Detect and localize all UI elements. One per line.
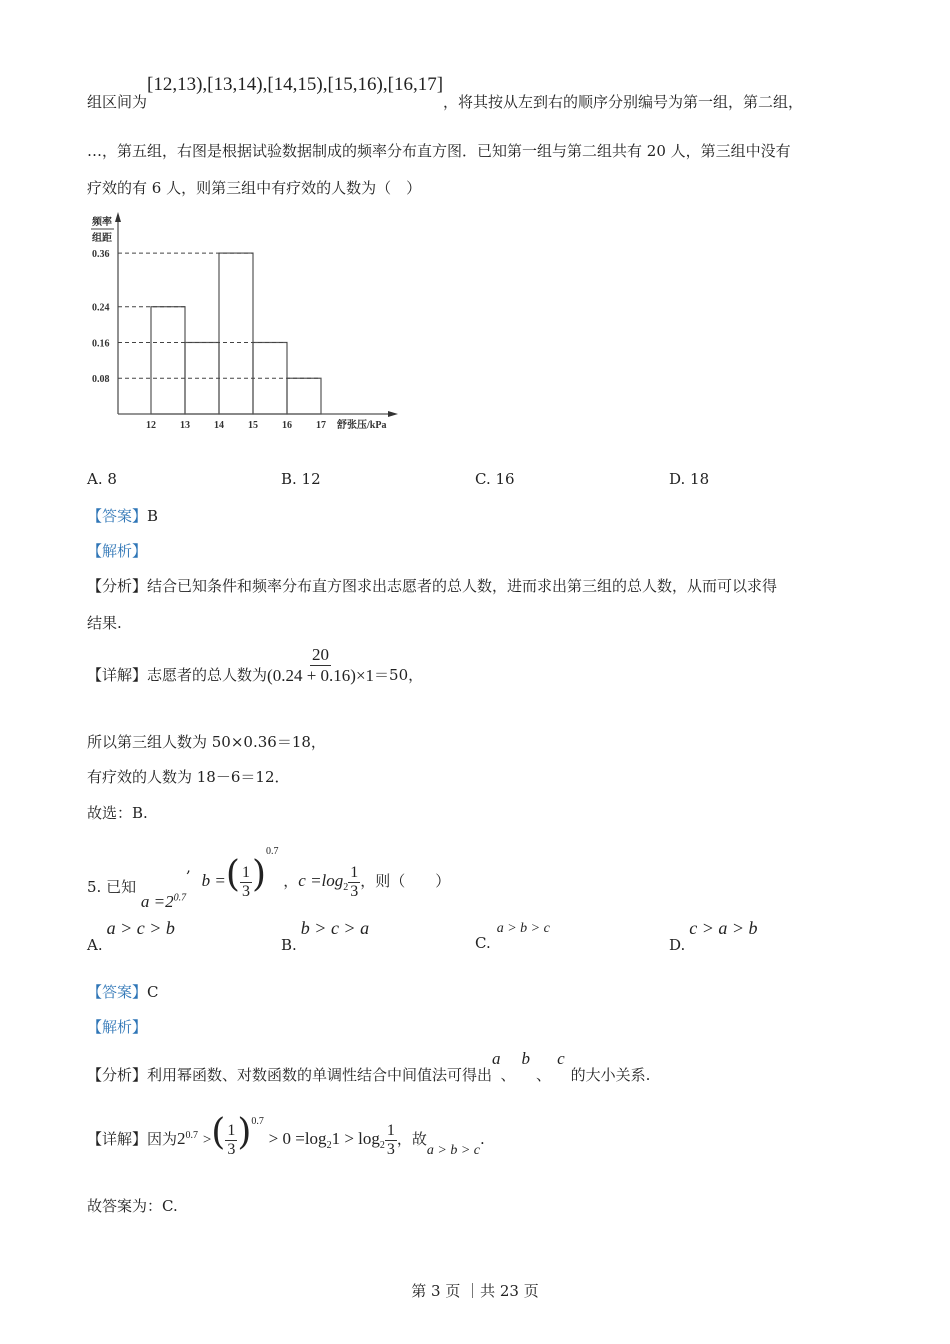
b-def: b = (201, 871, 226, 890)
c-def: c =log (298, 871, 344, 890)
page-footer: 第 3 页 ｜共 23 页 (411, 1282, 539, 1300)
var-a: a (492, 1049, 501, 1068)
expr: b > c > a (300, 918, 370, 938)
histogram-bar (151, 307, 185, 414)
var-b: b (521, 1049, 531, 1068)
detail-label: 【详解】 (87, 1130, 148, 1148)
y-axis-arrow-icon (115, 212, 121, 222)
letter: C. (475, 934, 491, 952)
q5-stem: 5. 已知 $a =2^{0.7}$, b =( $\frac{1}{3}$ )$^{0.7}$ ，$c =\log_2$ $\frac{1}{3}$ ，则（ ） (87, 846, 451, 911)
final-order: a > b > c (426, 1143, 480, 1158)
denominator: 3 (241, 882, 250, 900)
q5-fenxi: 【分析】利用幂函数、对数函数的单调性结合中间值法可得出a、b、c的大小关系. (87, 1049, 651, 1084)
one-third (348, 864, 360, 901)
denominator: 3 (386, 1140, 395, 1158)
letter: D. (669, 936, 686, 954)
exponent: 0.7 (251, 1116, 264, 1127)
y-tick-label: 0.08 (92, 374, 110, 386)
text: ＝50， (374, 665, 424, 684)
numerator: 20 (312, 645, 330, 664)
histogram-bar (287, 378, 321, 414)
text: 1 > log (331, 1129, 380, 1148)
q4-fenxi (87, 575, 777, 596)
q5-answer (87, 981, 159, 1002)
option-d: D. 18 (669, 470, 710, 488)
fenxi-label: 【分析】 (87, 1066, 148, 1084)
y-tick-label: 0.16 (92, 338, 110, 350)
one-third (240, 864, 252, 901)
x-tick-label: 16 (282, 420, 292, 431)
var-c: c (557, 1049, 565, 1068)
q4-line2: …，第五组，右图是根据试验数据制成的频率分布直方图．已知第一组与第二组共有 20 人，第三组中没有 (87, 142, 791, 160)
text: ，故 (396, 1130, 427, 1148)
one-third (225, 1122, 237, 1159)
x-tick-label: 12 (146, 420, 156, 431)
q4-fenxi-2: 结果. (87, 614, 122, 632)
denominator: 3 (227, 1140, 236, 1158)
numerator: 1 (386, 1121, 395, 1139)
a-def (141, 892, 186, 911)
numerator: 1 (350, 863, 359, 881)
y-axis-label-bottom: 组距 (92, 233, 112, 244)
q4-analysis-label: 【解析】 (87, 542, 148, 560)
text: 志愿者的总人数为 (147, 665, 268, 684)
x-tick-label: 15 (248, 420, 258, 431)
exponent: 0.7 (265, 846, 279, 857)
exponent: 0.7 (173, 892, 187, 904)
q5-option-d (669, 918, 758, 954)
log-base: 2 (343, 882, 349, 893)
answer-value: C (147, 983, 159, 1001)
q4-conclusion: 故选：B. (87, 804, 148, 822)
q5-option-c (475, 918, 550, 952)
q5-option-a (87, 918, 175, 954)
x-axis-label: 舒张压/kPa (337, 420, 387, 431)
y-axis-label-top: 频率 (92, 217, 112, 228)
text: ，则（ ） (360, 872, 451, 890)
fraction (267, 645, 374, 686)
q5-option-b (281, 918, 370, 954)
x-axis-arrow-icon (388, 411, 398, 417)
answer-label: 【答案】 (87, 983, 148, 1001)
detail-label: 【详解】 (87, 665, 148, 684)
base: 2 (177, 1129, 186, 1148)
text: a =2 (140, 892, 174, 911)
q4-line3: 疗效的有 6 人，则第三组中有疗效的人数为（ ） (87, 179, 422, 197)
text: > 0 =log (268, 1129, 327, 1148)
exponent: 0.7 (185, 1130, 199, 1141)
histogram-bar (219, 253, 253, 414)
letter: B. (281, 936, 297, 954)
option-a: A. 8 (87, 470, 117, 488)
frequency-histogram (0, 0, 950, 450)
y-tick-label: 0.36 (92, 249, 110, 261)
denominator: (0.24 + 0.16)×1 (267, 666, 375, 685)
intervals: [12,13),[13,14),[14,15),[15,16),[16,17] (147, 74, 444, 95)
q5-analysis-label: 【解析】 (87, 1018, 148, 1036)
step2: 有疗效的人数为 18－6＝12． (87, 768, 290, 786)
q4-answer (87, 505, 158, 526)
numerator: 1 (241, 863, 250, 881)
expr: a > c > b (106, 918, 175, 938)
letter: A. (87, 936, 103, 954)
text: 利用幂函数、对数函数的单调性结合中间值法可得出 (147, 1066, 493, 1084)
numerator: 1 (227, 1121, 236, 1139)
fenxi-label: 【分析】 (87, 577, 148, 595)
text: ，将其按从左到右的顺序分别编号为第一组，第二组， (443, 93, 804, 111)
q5-conclusion: 故答案为：C. (87, 1197, 178, 1215)
y-tick-label: 0.24 (92, 302, 110, 314)
answer-label: 【答案】 (87, 507, 148, 525)
x-tick-label: 14 (214, 420, 224, 431)
q5-detail: 【详解】因为$2^{0.7}$ >( $\frac{1}{3}$ )$^{0.7} > 0 =\log_21 > \log_2$ $\frac{1}{3}$ ，故a > b > c. (87, 1112, 485, 1158)
x-tick-label: 13 (180, 420, 190, 431)
option-c: C. 16 (475, 470, 515, 488)
q4-detail (87, 645, 423, 686)
option-b: B. 12 (281, 470, 321, 488)
text: 结合已知条件和频率分布直方图求出志愿者的总人数，进而求出第三组的总人数，从而可以求得 (147, 577, 778, 595)
text: 的大小关系. (570, 1066, 651, 1084)
text: 因为 (147, 1130, 178, 1148)
denominator: 3 (350, 882, 359, 900)
expr: a > b > c (496, 921, 550, 936)
step1: 所以第三组人数为 50×0.36＝18， (87, 733, 326, 751)
expr: c > a > b (689, 918, 758, 938)
x-tick-label: 17 (316, 420, 326, 431)
text: 5. 已知 (87, 878, 137, 896)
one-third (385, 1122, 397, 1159)
text: 组区间为 (87, 93, 148, 111)
answer-value: B (147, 507, 159, 525)
